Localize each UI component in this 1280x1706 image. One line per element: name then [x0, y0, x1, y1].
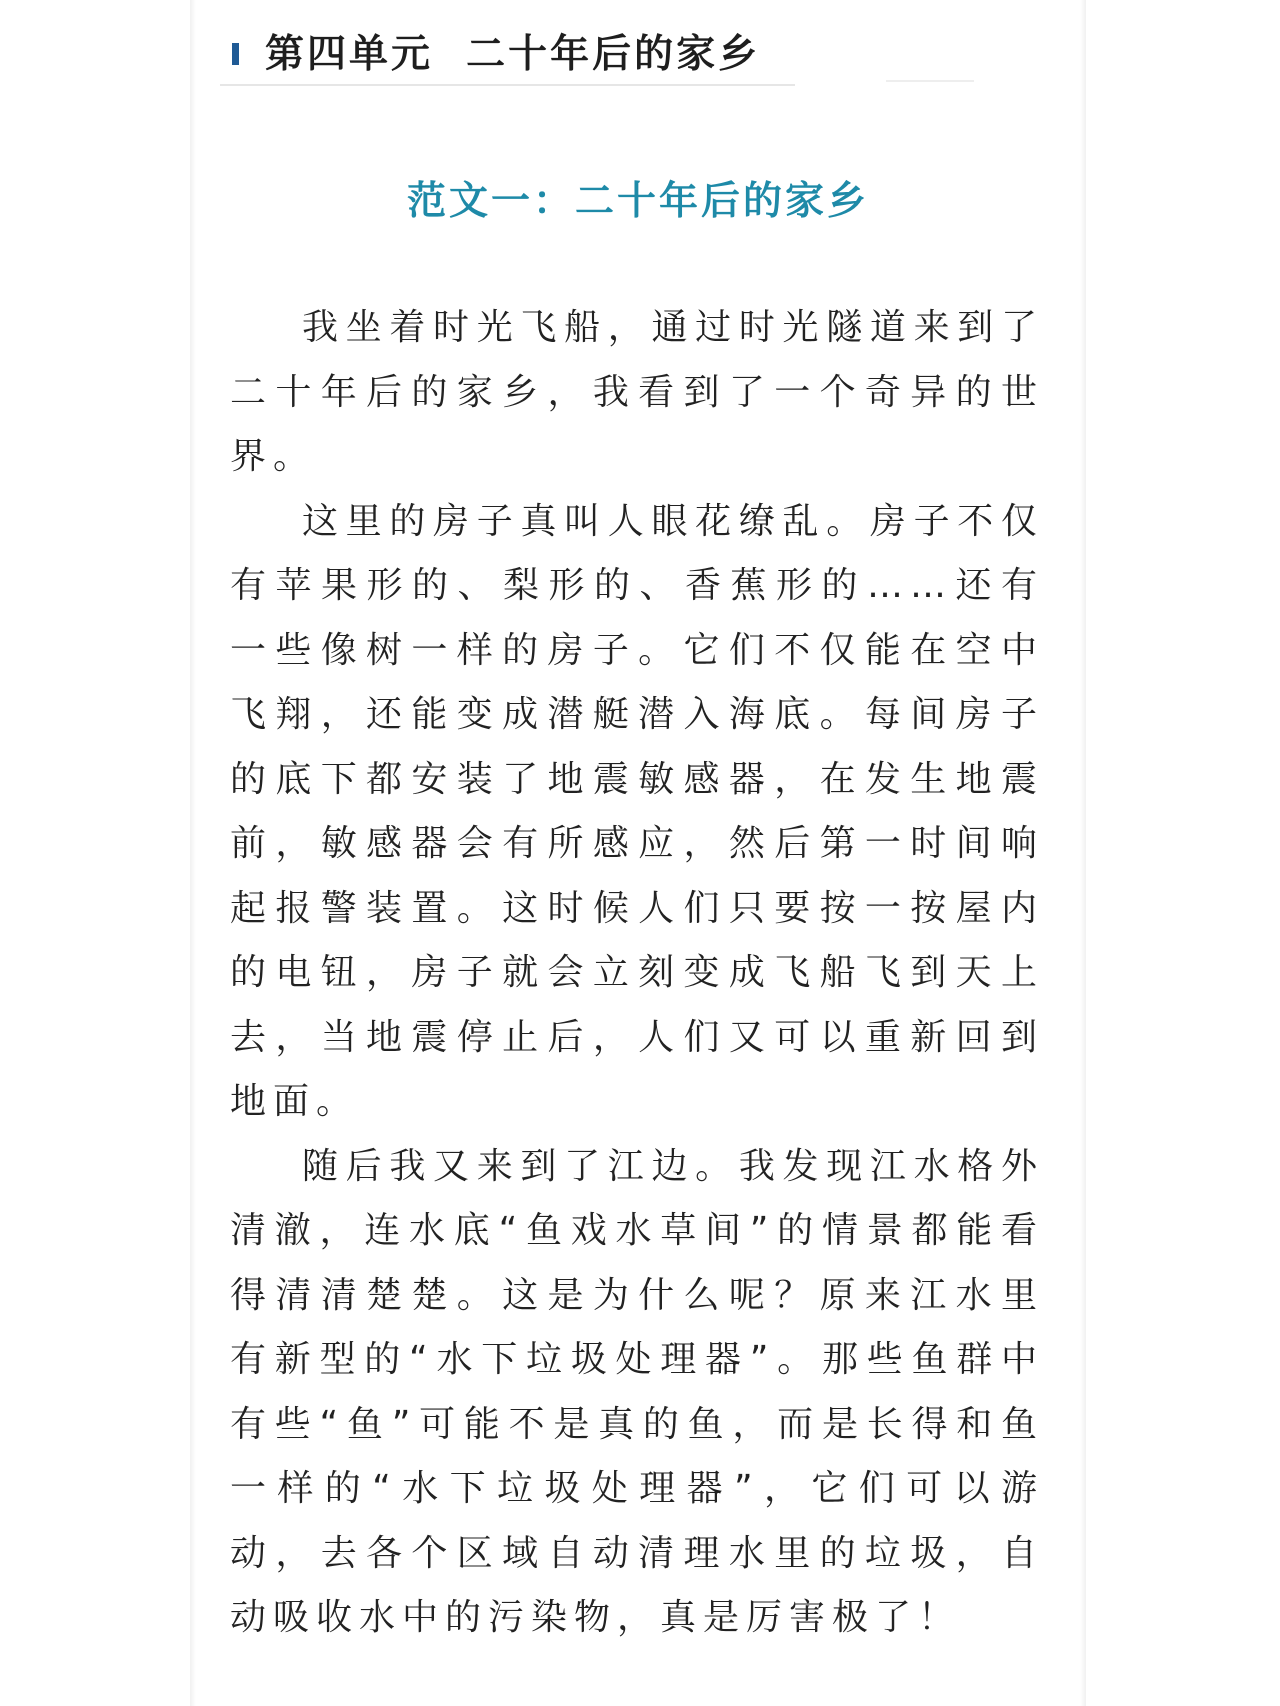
unit-title: 第四单元 二十年后的家乡 — [265, 32, 761, 77]
header-divider-fragment — [886, 80, 974, 82]
essay-body — [230, 296, 1044, 1651]
essay-title: 范文一：二十年后的家乡 — [406, 179, 869, 224]
section-marker — [232, 43, 239, 65]
essay-paragraph-3: 随后我又来到了江边。我发现江水格外清澈，连水底“鱼戏水草间”的情景都能看得清清楚楚。这是为什么呢？原来江水里有新型的“水下垃圾处理器”。那些鱼群中有些“鱼”可能不是真的鱼，而是长得和鱼一样的“水下垃圾处理器”，它们可以游动，去各个区域自动清理水里的垃圾，自动吸收水中的污染物，真是厉害极了！ — [230, 1145, 1044, 1638]
essay-paragraph-1: 我坐着时光飞船，通过时光隧道来到了二十年后的家乡，我看到了一个奇异的世界。 — [230, 307, 1044, 477]
unit-header — [232, 22, 760, 80]
essay-paragraph-2: 这里的房子真叫人眼花缭乱。房子不仅有苹果形的、梨形的、香蕉形的……还有一些像树一样的房子。它们不仅能在空中飞翔，还能变成潜艇潜入海底。每间房子的底下都安装了地震敏感器，在发生地震前，敏感器会有所感应，然后第一时间响起报警装置。这时候人们只要按一按屋内的电钮，房子就会立刻变成飞船飞到天上去，当地震停止后，人们又可以重新回到地面。 — [230, 500, 1044, 1122]
document-page — [196, 0, 1080, 1706]
header-divider — [220, 84, 795, 86]
page-edge-right — [1080, 0, 1086, 1706]
